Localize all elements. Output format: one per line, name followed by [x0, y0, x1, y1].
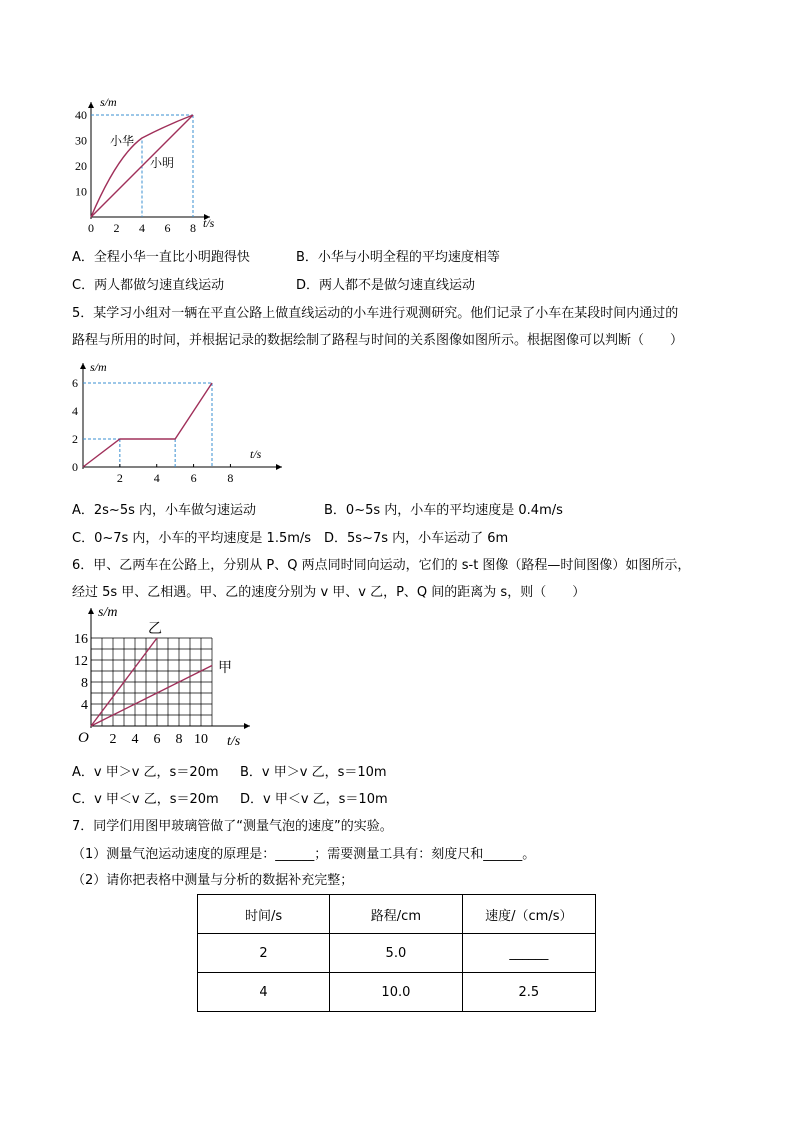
x-tick-label: 2 [109, 732, 117, 747]
table-cell: 4 [198, 973, 330, 1012]
q5-stem-line2: 路程与所用的时间，并根据记录的数据绘制了路程与时间的关系图像如图所示。根据图像可以判断（ ） [72, 333, 684, 348]
y-tick-label: 4 [81, 698, 88, 713]
q6-option-a: A．v 甲＞v 乙，s＝20m [72, 765, 219, 780]
x-tick-label: 8 [175, 732, 183, 747]
series-car-line [83, 383, 212, 467]
origin-label: O [78, 730, 89, 746]
table-header-time: 时间/s [198, 895, 330, 934]
x-axis-label: t/s [203, 216, 215, 230]
q6-stem-line2: 经过 5s 甲、乙相遇。甲、乙的速度分别为 v 甲、v 乙，P、Q 间的距离为 s，则（ ） [72, 585, 586, 600]
q7-sub1: （1）测量气泡运动速度的原理是：______；需要测量工具有：刻度尺和______。 [72, 847, 536, 862]
y-axis-label: s/m [90, 360, 107, 374]
table-cell: 10.0 [330, 973, 463, 1012]
x-tick-label: 4 [153, 471, 160, 485]
y-tick-label: 6 [72, 376, 78, 390]
x-tick-label: 6 [164, 221, 171, 235]
series-jia-line [91, 666, 212, 727]
table-header-distance: 路程/cm [330, 895, 463, 934]
table-row [198, 934, 596, 973]
table-row [198, 973, 596, 1012]
y-axis-label: s/m [100, 95, 117, 109]
table-header-speed: 速度/（cm/s） [462, 895, 595, 934]
chart-1 [60, 90, 240, 235]
y-axis-label: s/m [98, 605, 118, 620]
y-tick-label: 10 [75, 184, 87, 199]
x-tick-label: 0 [88, 221, 94, 235]
series-label-xiaohua: 小华 [110, 134, 135, 148]
series-label-xiaoming: 小明 [150, 156, 175, 170]
q5-stem-line1: 5．某学习小组对一辆在平直公路上做直线运动的小车进行观测研究。他们记录了小车在某段时间内通过的 [72, 306, 679, 321]
q5-option-d: D．5s~7s 内，小车运动了 6m [324, 531, 509, 546]
q4-option-a: A．全程小华一直比小明跑得快 [72, 250, 250, 265]
x-tick-label: 8 [190, 221, 196, 235]
table-cell: 2 [198, 934, 330, 973]
x-axis-label: t/s [250, 447, 262, 461]
y-tick-label: 0 [72, 460, 78, 474]
q4-option-d: D．两人都不是做匀速直线运动 [296, 278, 476, 293]
x-tick-label: 4 [139, 221, 145, 235]
q4-option-b: B．小华与小明全程的平均速度相等 [296, 250, 500, 265]
q7-sub2: （2）请你把表格中测量与分析的数据补充完整； [72, 873, 354, 888]
x-tick-label: 4 [131, 732, 139, 747]
data-table [197, 894, 596, 1012]
y-tick-label: 40 [75, 108, 87, 122]
q6-stem-line1: 6．甲、乙两车在公路上，分别从 P、Q 两点同时同向运动，它们的 s-t 图像（路程—时间图像）如图所示， [72, 558, 691, 573]
x-tick-label: 2 [116, 471, 123, 485]
y-tick-label: 16 [74, 632, 88, 647]
y-tick-label: 20 [75, 159, 87, 173]
q6-option-d: D．v 甲＜v 乙，s＝10m [240, 792, 388, 807]
x-tick-label: 6 [190, 471, 197, 485]
table-header-row [198, 895, 596, 934]
series-label-jia: 甲 [218, 661, 232, 676]
y-tick-label: 12 [74, 654, 88, 669]
chart-2 [60, 355, 295, 485]
x-tick-label: 2 [113, 221, 120, 235]
table-cell: 5.0 [330, 934, 463, 973]
q6-option-c: C．v 甲＜v 乙，s＝20m [72, 792, 219, 807]
x-axis-label: t/s [227, 734, 241, 749]
x-tick-label: 10 [194, 732, 208, 747]
table-cell: 2.5 [462, 973, 595, 1012]
series-label-yi: 乙 [148, 622, 162, 637]
q6-option-b: B．v 甲＞v 乙，s＝10m [240, 765, 387, 780]
table-cell-blank: ______ [462, 934, 595, 973]
x-tick-label: 6 [153, 732, 161, 747]
q5-option-c: C．0~7s 内，小车的平均速度是 1.5m/s [72, 531, 312, 546]
chart-3 [60, 600, 260, 755]
y-tick-label: 30 [75, 133, 87, 148]
q4-option-c: C．两人都做匀速直线运动 [72, 278, 225, 293]
y-tick-label: 2 [72, 432, 78, 446]
q5-option-b: B．0~5s 内，小车的平均速度是 0.4m/s [324, 503, 563, 518]
q7-title: 7．同学们用图甲玻璃管做了“测量气泡的速度”的实验。 [72, 819, 393, 834]
q5-option-a: A．2s~5s 内，小车做匀速运动 [72, 503, 257, 518]
y-tick-label: 4 [72, 404, 78, 418]
y-tick-label: 8 [81, 676, 88, 691]
x-tick-label: 8 [227, 471, 234, 485]
